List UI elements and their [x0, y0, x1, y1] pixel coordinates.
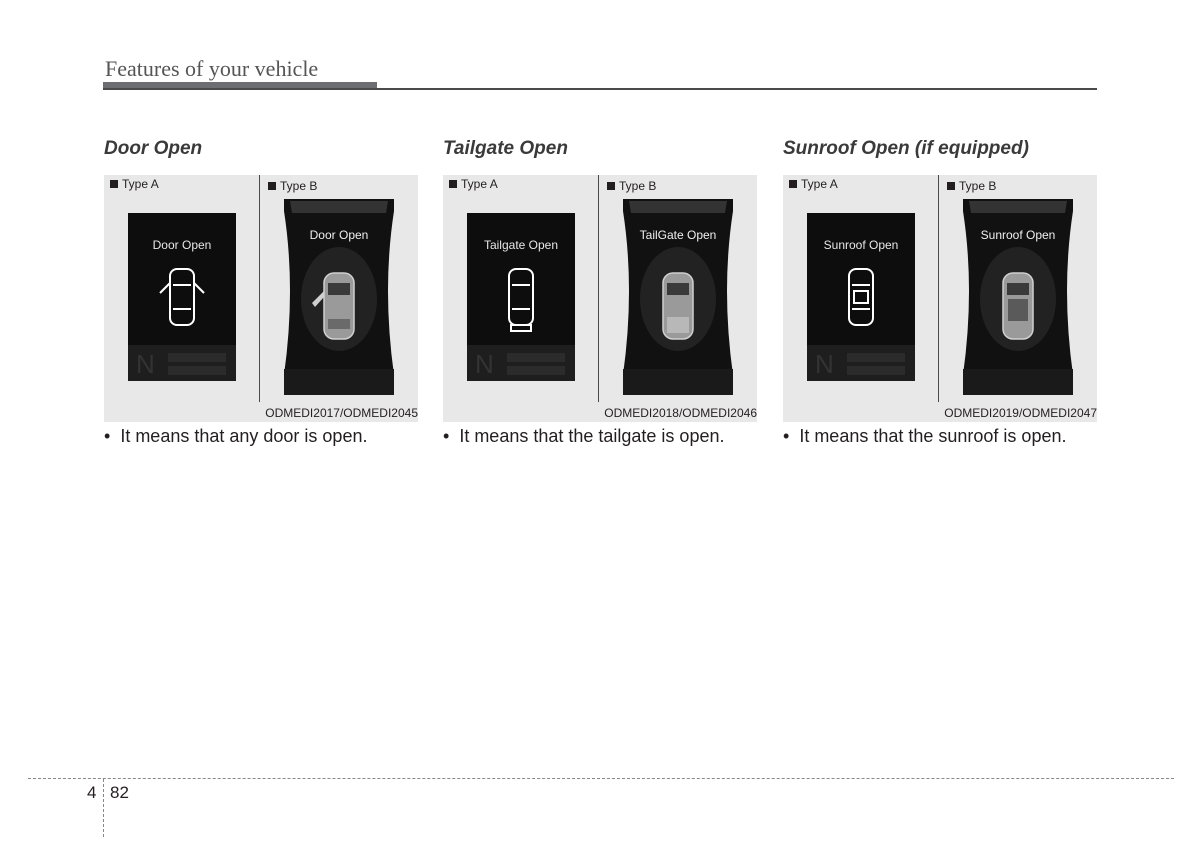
footer-rule [28, 778, 1174, 779]
cluster-screen-type-a [128, 213, 236, 381]
type-a-label: Type A [449, 177, 498, 191]
cluster-screen-type-a [807, 213, 915, 381]
figure-divider [259, 175, 260, 402]
screen-a-message: Sunroof Open [823, 238, 899, 252]
type-a-label: Type A [110, 177, 159, 191]
bullet-item: • It means that the sunroof is open. [783, 426, 1067, 446]
car-3d-icon [1003, 273, 1033, 339]
section-title: Door Open [104, 138, 203, 159]
footer-divider [103, 779, 104, 837]
header-rule [103, 88, 1097, 90]
type-b-label: Type B [607, 179, 656, 193]
section-title: Tailgate Open [443, 138, 568, 159]
figure-panel [783, 175, 1097, 422]
svg-text:N: N [815, 349, 834, 379]
square-bullet-icon [110, 180, 118, 188]
type-a-label: Type A [789, 177, 838, 191]
section-door-open [104, 138, 418, 447]
cluster-screen-type-a [467, 213, 575, 381]
bullet-item: • It means that the tailgate is open. [443, 426, 725, 446]
cluster-screen-type-b [961, 199, 1075, 395]
image-code: ODMEDI2018/ODMEDI2046 [604, 406, 757, 420]
figure-panel [104, 175, 418, 422]
chapter-number: 4 [87, 783, 97, 802]
car-3d-icon [663, 273, 693, 339]
square-bullet-icon [947, 182, 955, 190]
screen-b-message: TailGate Open [639, 228, 717, 242]
cluster-screen-type-b [621, 199, 735, 395]
square-bullet-icon [789, 180, 797, 188]
square-bullet-icon [449, 180, 457, 188]
svg-text:N: N [475, 349, 494, 379]
cluster-screen-type-b [282, 199, 396, 395]
screen-b-message: Door Open [309, 228, 369, 242]
image-code: ODMEDI2017/ODMEDI2045 [265, 406, 418, 420]
figure-divider [598, 175, 599, 402]
square-bullet-icon [268, 182, 276, 190]
type-b-label: Type B [268, 179, 317, 193]
screen-b-message: Sunroof Open [980, 228, 1056, 242]
page-header-title: Features of your vehicle [105, 56, 319, 81]
section-tailgate-open [443, 138, 757, 447]
type-b-label: Type B [947, 179, 996, 193]
page-number: 82 [110, 783, 129, 802]
bullet-item: • It means that any door is open. [104, 426, 368, 446]
square-bullet-icon [607, 182, 615, 190]
section-sunroof-open [783, 138, 1097, 447]
section-title: Sunroof Open (if equipped) [783, 138, 1029, 159]
svg-text:N: N [136, 349, 155, 379]
figure-panel [443, 175, 757, 422]
image-code: ODMEDI2019/ODMEDI2047 [944, 406, 1097, 420]
figure-divider [938, 175, 939, 402]
screen-a-message: Door Open [152, 238, 212, 252]
screen-a-message: Tailgate Open [483, 238, 559, 252]
